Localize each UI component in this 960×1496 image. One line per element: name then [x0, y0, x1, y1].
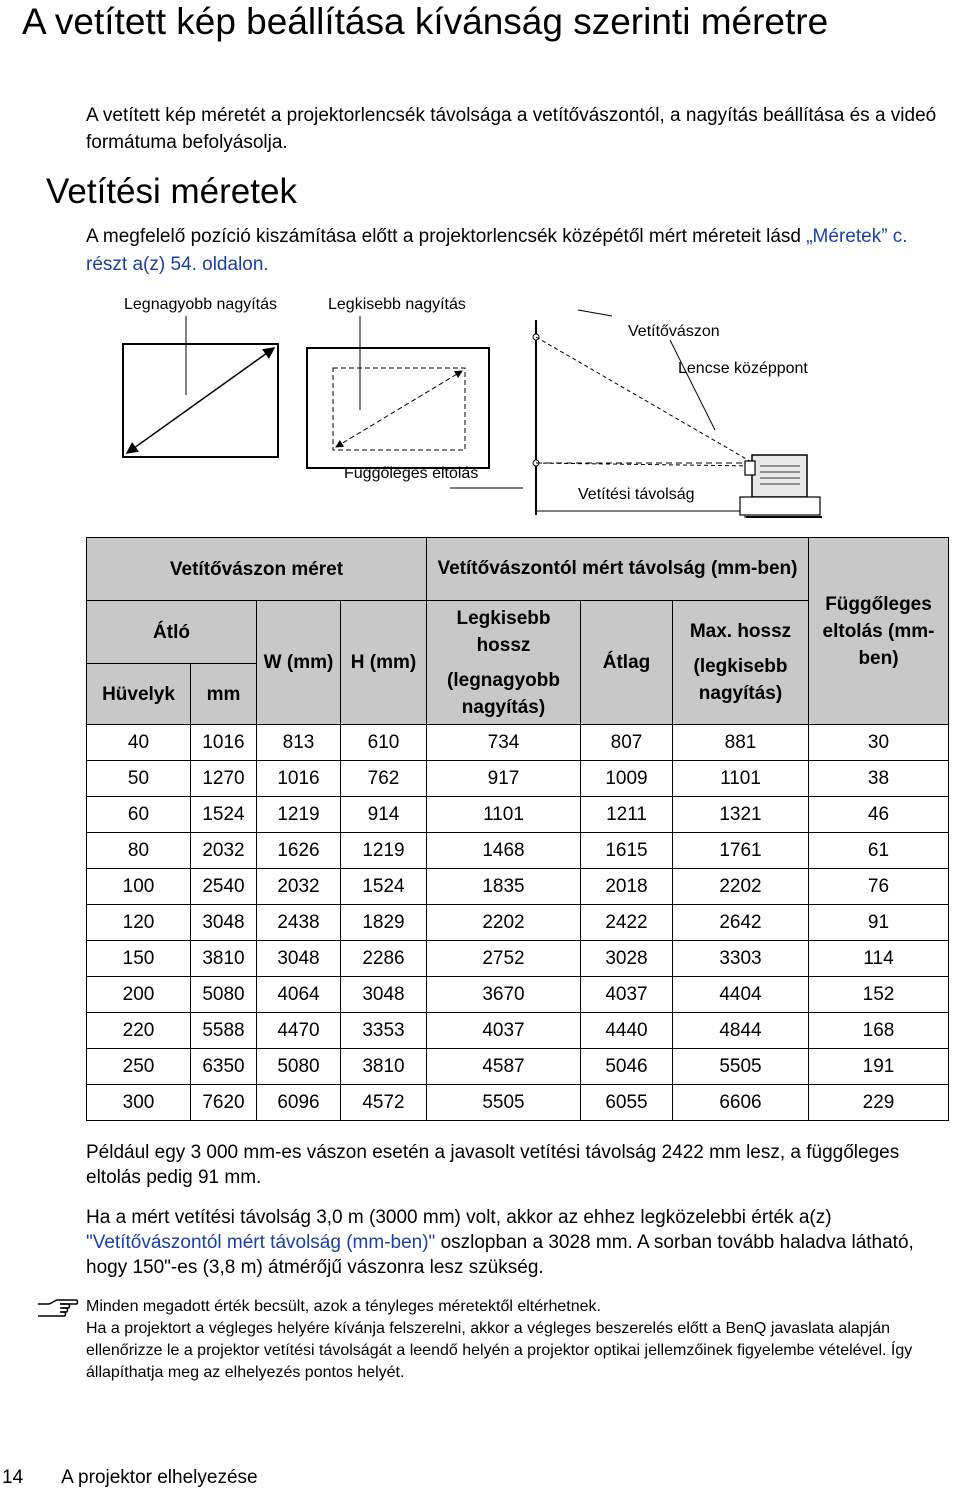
cell-average: 1211 [581, 797, 673, 833]
dimensions-link[interactable]: „Méretek” c. részt a(z) 54. oldalon. [86, 226, 908, 275]
cell-height: 1524 [341, 869, 427, 905]
cell-inch: 50 [87, 761, 191, 797]
cell-width: 4470 [257, 1013, 341, 1049]
tip-line1: Minden megadott érték becsült, azok a tényleges méretektől eltérhetnek. [86, 1298, 601, 1315]
tip-block [86, 1296, 946, 1384]
cell-mm: 7620 [191, 1085, 257, 1121]
cell-average: 4440 [581, 1013, 673, 1049]
cell-vertical-offset: 38 [809, 761, 949, 797]
page-title: A vetített kép beállítása kívánság szerinti méretre [22, 1, 829, 42]
header-max-length [673, 601, 809, 725]
projection-size-table [86, 537, 949, 1121]
tip-line2: Ha a projektort a végleges helyére kívánja felszerelni, akkor a végleges beszerelés előtt a BenQ javaslata alapján ellenőrizze le a projektor vetítési távolságát a leendő helyén a projektor optikai jellemzőinek figyelembe vételével. Így állapíthatja meg az elhelyezés pontos helyét. [86, 1320, 913, 1381]
cell-min-length: 734 [427, 725, 581, 761]
cell-mm: 6350 [191, 1049, 257, 1085]
cell-average: 6055 [581, 1085, 673, 1121]
cell-vertical-offset: 152 [809, 977, 949, 1013]
cell-inch: 40 [87, 725, 191, 761]
cell-width: 6096 [257, 1085, 341, 1121]
cell-max-length: 2202 [673, 869, 809, 905]
cell-average: 5046 [581, 1049, 673, 1085]
cell-inch: 220 [87, 1013, 191, 1049]
cell-min-length: 4587 [427, 1049, 581, 1085]
cell-height: 610 [341, 725, 427, 761]
cell-mm: 3810 [191, 941, 257, 977]
cell-vertical-offset: 229 [809, 1085, 949, 1121]
cell-vertical-offset: 91 [809, 905, 949, 941]
cell-inch: 120 [87, 905, 191, 941]
cell-max-length: 5505 [673, 1049, 809, 1085]
table-row [87, 941, 949, 977]
page-footer [2, 1467, 258, 1489]
section-heading: Vetítési méretek [46, 172, 297, 211]
cell-max-length: 3303 [673, 941, 809, 977]
cell-max-length: 1761 [673, 833, 809, 869]
intro-paragraph: A vetített kép méretét a projektorlencsék távolsága a vetítővászontól, a nagyítás beállítása és a videó formátuma befolyásolja. [86, 105, 937, 153]
cell-mm: 1270 [191, 761, 257, 797]
cell-max-length: 6606 [673, 1085, 809, 1121]
cell-vertical-offset: 61 [809, 833, 949, 869]
header-width: W (mm) [257, 601, 341, 725]
hand-pointer-icon [34, 1296, 80, 1324]
cell-height: 914 [341, 797, 427, 833]
table-row [87, 1013, 949, 1049]
cell-width: 3048 [257, 941, 341, 977]
cell-vertical-offset: 191 [809, 1049, 949, 1085]
header-max-length-line1: Max. hossz [689, 621, 792, 642]
header-height: H (mm) [341, 601, 427, 725]
example2-after: oszlopban a 3028 mm. A sorban tovább haladva látható, hogy 150"-es (3,8 m) átmérőjű vászonra lesz szükség. [86, 1232, 914, 1278]
header-average: Átlag [581, 601, 673, 725]
cell-mm: 2032 [191, 833, 257, 869]
table-row [87, 869, 949, 905]
cell-height: 762 [341, 761, 427, 797]
cell-min-length: 2202 [427, 905, 581, 941]
cell-inch: 200 [87, 977, 191, 1013]
cell-max-length: 4844 [673, 1013, 809, 1049]
cell-inch: 250 [87, 1049, 191, 1085]
header-mm: mm [191, 664, 257, 725]
section-text: A megfelelő pozíció kiszámítása előtt a projektorlencsék középétől mért méreteit lásd [86, 226, 807, 247]
cell-vertical-offset: 76 [809, 869, 949, 905]
header-min-length [427, 601, 581, 725]
cell-min-length: 2752 [427, 941, 581, 977]
cell-average: 2018 [581, 869, 673, 905]
cell-vertical-offset: 30 [809, 725, 949, 761]
cell-vertical-offset: 114 [809, 941, 949, 977]
table-row [87, 797, 949, 833]
cell-mm: 1524 [191, 797, 257, 833]
cell-min-length: 1835 [427, 869, 581, 905]
table-row [87, 905, 949, 941]
cell-inch: 300 [87, 1085, 191, 1121]
cell-width: 2438 [257, 905, 341, 941]
cell-height: 3353 [341, 1013, 427, 1049]
cell-max-length: 4404 [673, 977, 809, 1013]
diagram-drawing [0, 0, 960, 540]
cell-average: 2422 [581, 905, 673, 941]
cell-mm: 5080 [191, 977, 257, 1013]
header-min-length-line1: Legkisebb hossz [456, 607, 551, 656]
cell-height: 1829 [341, 905, 427, 941]
label-max-zoom: Legnagyobb nagyítás [124, 296, 278, 313]
table-row [87, 1049, 949, 1085]
cell-average: 4037 [581, 977, 673, 1013]
cell-max-length: 881 [673, 725, 809, 761]
cell-mm: 5588 [191, 1013, 257, 1049]
cell-vertical-offset: 46 [809, 797, 949, 833]
cell-average: 1615 [581, 833, 673, 869]
cell-width: 5080 [257, 1049, 341, 1085]
cell-width: 4064 [257, 977, 341, 1013]
header-screen-size: Vetítővászon méret [87, 538, 427, 601]
cell-min-length: 3670 [427, 977, 581, 1013]
cell-width: 1016 [257, 761, 341, 797]
table-row [87, 977, 949, 1013]
cell-inch: 60 [87, 797, 191, 833]
cell-height: 2286 [341, 941, 427, 977]
header-inch: Hüvelyk [87, 664, 191, 725]
page-number: 14 [2, 1467, 24, 1488]
cell-width: 2032 [257, 869, 341, 905]
cell-width: 1219 [257, 797, 341, 833]
cell-min-length: 1468 [427, 833, 581, 869]
cell-inch: 150 [87, 941, 191, 977]
cell-min-length: 917 [427, 761, 581, 797]
label-screen: Vetítővászon [628, 323, 720, 340]
cell-mm: 2540 [191, 869, 257, 905]
cell-height: 4572 [341, 1085, 427, 1121]
cell-width: 813 [257, 725, 341, 761]
cell-mm: 1016 [191, 725, 257, 761]
footer-section: A projektor elhelyezése [61, 1467, 258, 1488]
label-min-zoom: Legkisebb nagyítás [328, 296, 466, 313]
cell-inch: 100 [87, 869, 191, 905]
cell-min-length: 1101 [427, 797, 581, 833]
cell-height: 3810 [341, 1049, 427, 1085]
table-row [87, 833, 949, 869]
example2-link[interactable]: "Vetítővászontól mért távolság (mm-ben)" [86, 1232, 436, 1253]
header-vertical-offset: Függőleges eltolás (mm-ben) [809, 538, 949, 725]
header-min-length-line2: (legnagyobb nagyítás) [447, 669, 560, 718]
cell-height: 3048 [341, 977, 427, 1013]
cell-inch: 80 [87, 833, 191, 869]
table-row [87, 1085, 949, 1121]
cell-average: 807 [581, 725, 673, 761]
cell-vertical-offset: 168 [809, 1013, 949, 1049]
label-vertical-offset: Függőleges eltolás [344, 465, 479, 482]
header-max-length-line2: (legkisebb nagyítás) [693, 656, 788, 704]
example2-paragraph [86, 1205, 956, 1280]
table-row [87, 725, 949, 761]
example2-before: Ha a mért vetítési távolság 3,0 m (3000 mm) volt, akkor az ehhez legközelebbi érték a(z) [86, 1207, 832, 1228]
header-distance: Vetítővászontól mért távolság (mm-ben) [427, 538, 809, 601]
cell-max-length: 2642 [673, 905, 809, 941]
example-paragraph: Például egy 3 000 mm-es vászon esetén a javasolt vetítési távolság 2422 mm lesz, a függőleges eltolás pedig 91 mm. [86, 1142, 900, 1188]
label-projection-distance: Vetítési távolság [578, 486, 695, 503]
header-diagonal: Átló [87, 601, 257, 664]
cell-height: 1219 [341, 833, 427, 869]
cell-max-length: 1101 [673, 761, 809, 797]
cell-average: 3028 [581, 941, 673, 977]
cell-max-length: 1321 [673, 797, 809, 833]
cell-min-length: 5505 [427, 1085, 581, 1121]
cell-min-length: 4037 [427, 1013, 581, 1049]
cell-mm: 3048 [191, 905, 257, 941]
label-lens-center: Lencse középpont [678, 360, 808, 377]
cell-average: 1009 [581, 761, 673, 797]
cell-width: 1626 [257, 833, 341, 869]
table-row [87, 761, 949, 797]
